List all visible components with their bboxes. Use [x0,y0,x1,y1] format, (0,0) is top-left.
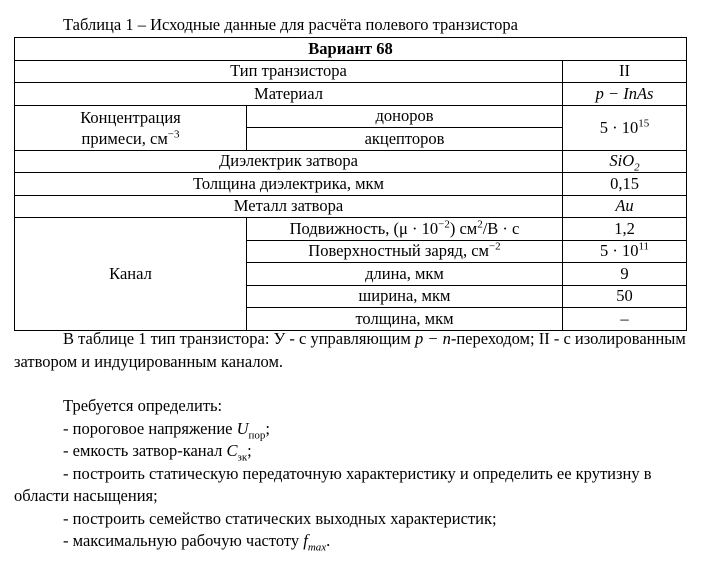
metal-label: Металл затвора [15,195,563,218]
surface-charge-value-base: 5 · 10 [599,241,639,261]
note-text-pre: В таблице 1 тип транзистора: У - с управляющим [63,329,415,348]
note-paragraph [14,328,686,373]
acceptors-label: акцепторов [247,128,563,151]
task-item2-end: ; [247,441,252,460]
task-item5-subscript: max [307,541,327,554]
table-row [15,38,687,61]
width-value: 50 [563,285,687,308]
parameters-table [14,37,687,331]
task-item-transfer: - построить статическую передаточную характеристику и определить ее крутизну в области насыщения; [14,463,652,505]
length-value: 9 [563,263,687,286]
task-item5-end: . [326,531,331,550]
task-item5-text: - максимальную рабочую частоту [63,531,304,550]
note-text-post: -переходом; II - с изолированным затвором и индуцированным каналом. [14,329,686,371]
mobility-value: 1,2 [563,218,687,241]
mobility-unit-exponent: 2 [477,218,483,231]
surface-charge-label [247,240,563,263]
task-item-threshold [14,418,686,441]
mobility-label-pre: Подвижность, (μ · 10 [289,218,439,238]
depth-value: – [563,308,687,331]
task-heading: Требуется определить: [63,396,223,415]
table-row [15,218,687,241]
note-math: p − n [414,329,451,348]
dielectric-value-base: SiO [609,151,635,171]
concentration-value-base: 5 · 10 [599,117,639,137]
donors-label: доноров [247,105,563,128]
task-item-frequency [14,530,686,553]
task-item-output: - построить семейство статических выходных характеристик; [63,508,497,528]
dielectric-value-subscript: 2 [634,161,640,173]
variant-header: Вариант 68 [15,38,687,61]
width-label: ширина, мкм [247,285,563,308]
concentration-label-line2: примеси, см [81,128,168,148]
concentration-value [563,105,687,150]
surface-charge-unit-exponent: −2 [488,240,501,253]
type-label: Тип транзистора [15,60,563,83]
dielectric-value [563,150,687,173]
surface-charge-value-exponent: 11 [638,240,650,253]
task-item1-symbol: U [236,418,249,438]
task-item1-text: - пороговое напряжение [63,418,237,438]
table-row [15,60,687,83]
task-item2-symbol: C [226,441,238,460]
surface-charge-value [563,240,687,263]
concentration-label-line1: Концентрация [80,107,181,127]
mobility-label [247,218,563,241]
material-value: p − InAs [563,83,687,106]
task-item5-symbol: f [303,531,308,550]
length-label: длина, мкм [247,263,563,286]
task-item1-subscript: пор [248,428,266,441]
body-text [14,328,686,553]
table-row [15,105,687,128]
concentration-unit-exponent: −3 [167,128,180,140]
dielectric-label: Диэлектрик затвора [15,150,563,173]
task-item2-text: - емкость затвор-канал [63,441,227,460]
table-caption: Таблица 1 – Исходные данные для расчёта полевого транзистора [63,15,518,34]
paragraph-gap [14,373,686,395]
thickness-label: Толщина диэлектрика, мкм [15,173,563,196]
task-item-capacitance [14,440,686,463]
material-label: Материал [15,83,563,106]
concentration-value-exponent: 15 [638,117,650,129]
thickness-value: 0,15 [563,173,687,196]
metal-value: Au [563,195,687,218]
channel-label: Канал [15,218,247,331]
concentration-label [15,105,247,150]
mobility-exponent: −2 [438,218,450,231]
task-item2-subscript: зк [237,451,248,464]
mobility-label-post: /В · с [482,218,520,238]
mobility-label-mid: ) см [449,218,478,238]
table-row [15,195,687,218]
depth-label: толщина, мкм [247,308,563,331]
task-item1-end: ; [265,418,271,438]
table-row [15,150,687,173]
surface-charge-label-text: Поверхностный заряд, см [308,241,489,261]
table-row [15,173,687,196]
type-value: II [563,60,687,83]
table-row [15,83,687,106]
